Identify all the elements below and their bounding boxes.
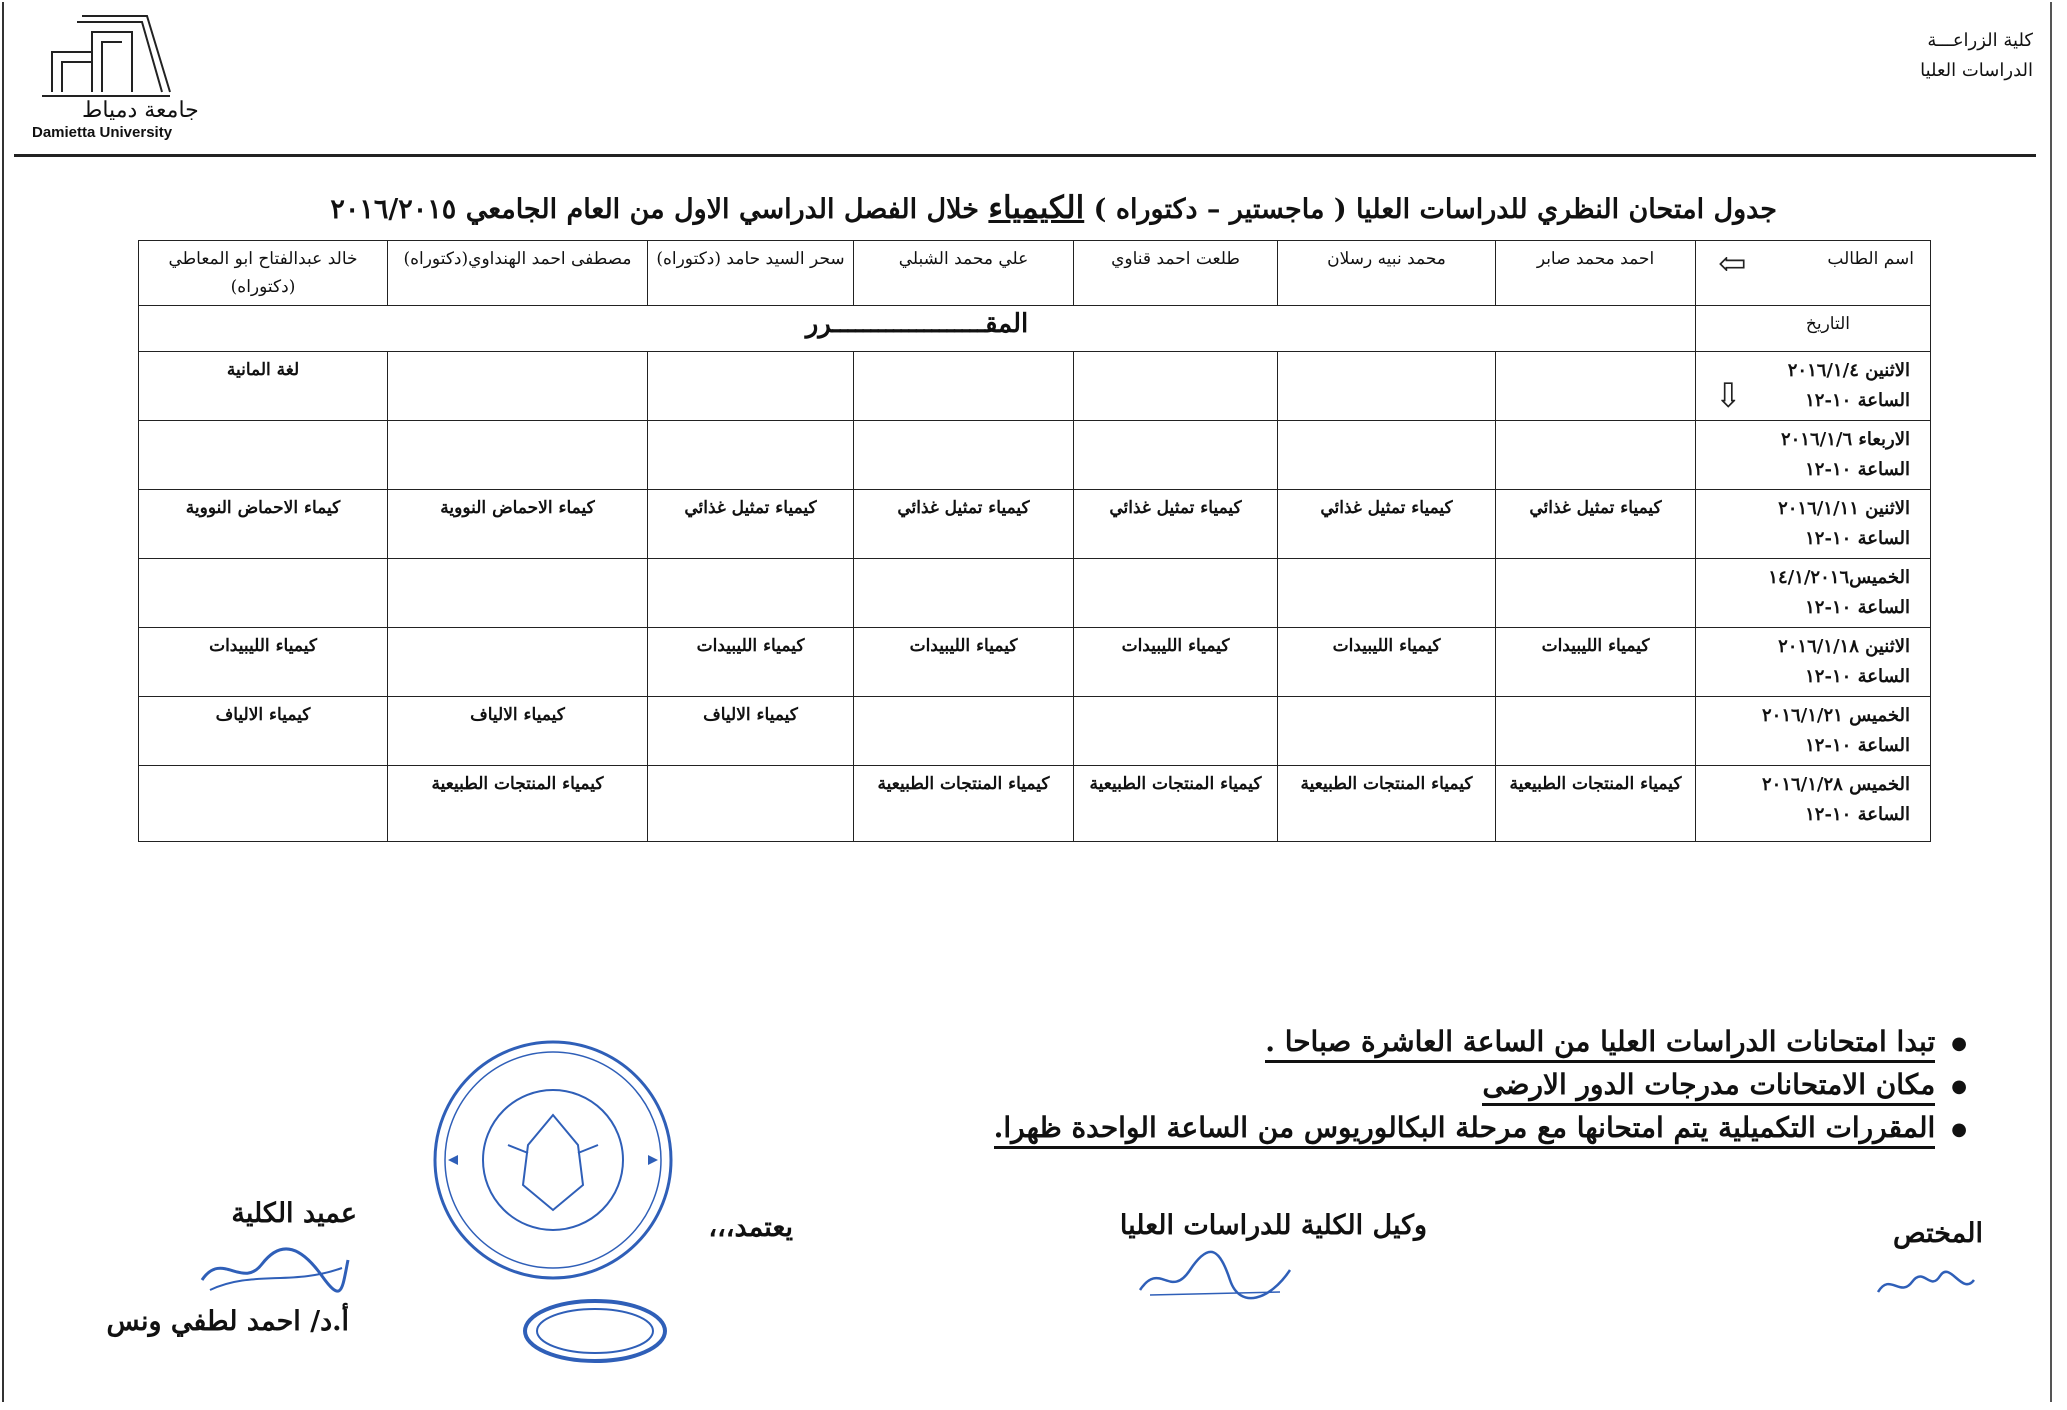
exam-cell: كيمياء الالياف (388, 697, 648, 766)
exam-cell (648, 421, 854, 490)
exam-cell: كيمياء تمثيل غذائي (1074, 490, 1278, 559)
university-logo (32, 12, 199, 141)
table-row (139, 559, 1931, 628)
exam-cell (854, 697, 1074, 766)
student-name: طلعت احمد قناوي (1074, 241, 1278, 306)
exam-cell (1278, 559, 1496, 628)
specialist-label: المختص (1893, 1218, 1983, 1249)
exam-cell: كيمياء الليبيدات (1278, 628, 1496, 697)
exam-cell (1074, 352, 1278, 421)
bullet-icon: ● (1951, 1076, 1967, 1097)
note-item (994, 1068, 1967, 1101)
exam-cell (1496, 559, 1696, 628)
dean-title: عميد الكلية (231, 1198, 357, 1229)
exam-schedule-table (138, 240, 1931, 842)
date-cell (1696, 559, 1931, 628)
exam-cell (1496, 697, 1696, 766)
exam-cell: كيمياء تمثيل غذائي (648, 490, 854, 559)
exam-cell (648, 352, 854, 421)
table-row (139, 628, 1931, 697)
title-part-2: خلال الفصل الدراسي الاول من العام الجامعي ٢٠١٦/٢٠١٥ (330, 194, 979, 225)
date-cell (1696, 697, 1931, 766)
date-day: الاربعاء ٢٠١٦/١/٦ (1780, 429, 1910, 450)
dean-name: أ.د/ احمد لطفي ونس (106, 1306, 349, 1337)
note-item (994, 1025, 1967, 1058)
exam-cell: لغة المانية (139, 352, 388, 421)
subject-header: المقــــــــــــــــــــرر (139, 306, 1696, 352)
date-time: الساعة ١٠-١٢ (1805, 597, 1910, 618)
subject-header-row (139, 306, 1931, 352)
logo-graphic-icon (32, 12, 172, 102)
exam-cell (139, 766, 388, 842)
table-row (139, 697, 1931, 766)
student-name: علي محمد الشبلي (854, 241, 1074, 306)
student-name: احمد محمد صابر (1496, 241, 1696, 306)
note-text: المقررات التكميلية يتم امتحانها مع مرحلة البكالوريوس من الساعة الواحدة ظهرا. (994, 1111, 1936, 1149)
date-day: الخميس ٢٠١٦/١/٢٨ (1762, 774, 1910, 795)
exam-cell (388, 559, 648, 628)
student-name: محمد نبيه رسلان (1278, 241, 1496, 306)
table-row (139, 490, 1931, 559)
exam-cell: كيمياء المنتجات الطبيعية (388, 766, 648, 842)
table-row (139, 766, 1931, 842)
date-time: الساعة ١٠-١٢ (1805, 735, 1910, 756)
date-time: الساعة ١٠-١٢ (1805, 666, 1910, 687)
exam-cell (1278, 352, 1496, 421)
header-divider (14, 154, 2036, 157)
bullet-icon: ● (1951, 1119, 1967, 1140)
exam-cell: كيمياء تمثيل غذائي (1278, 490, 1496, 559)
exam-cell: كيمياء تمثيل غذائي (854, 490, 1074, 559)
notes-list (994, 1025, 1967, 1154)
date-cell (1696, 490, 1931, 559)
document-title (330, 190, 1777, 226)
exam-cell: كيمياء تمثيل غذائي (1496, 490, 1696, 559)
table-row (139, 421, 1931, 490)
faculty-header (1920, 26, 2033, 86)
exam-cell: كيمياء الليبيدات (648, 628, 854, 697)
exam-cell: كيمياء المنتجات الطبيعية (1496, 766, 1696, 842)
vice-dean-label: وكيل الكلية للدراسات العليا (1119, 1210, 1427, 1241)
specialist-signature-icon (1870, 1262, 1980, 1306)
exam-cell (388, 421, 648, 490)
faculty-name: كلية الزراعـــة (1927, 30, 2033, 51)
date-time: الساعة ١٠-١٢ (1805, 459, 1910, 480)
note-item (994, 1111, 1967, 1144)
number-stamp-icon (520, 1295, 670, 1367)
title-subject: الكيمياء (988, 190, 1085, 226)
student-label: اسم الطالب (1827, 249, 1914, 269)
exam-cell (388, 628, 648, 697)
header-row (139, 241, 1931, 306)
date-day: الاثنين ٢٠١٦/١/١١ (1778, 498, 1910, 519)
exam-cell (1496, 352, 1696, 421)
arrow-left-icon: ⇦ (1718, 244, 1747, 284)
logo-english-text: Damietta University (32, 124, 173, 141)
student-name: خالد عبدالفتاح ابو المعاطي (دكتوراه) (139, 241, 388, 306)
exam-cell: كيمياء المنتجات الطبيعية (1278, 766, 1496, 842)
exam-cell (1278, 697, 1496, 766)
exam-cell (648, 766, 854, 842)
exam-cell: كيمياء المنتجات الطبيعية (854, 766, 1074, 842)
arrow-down-icon: ⇩ (1714, 376, 1743, 416)
title-part-1: جدول امتحان النظري للدراسات العليا ( ماجستير – دكتوراه ) (1093, 194, 1777, 225)
date-time: الساعة ١٠-١٢ (1805, 390, 1910, 411)
exam-cell: كيمياء الليبيدات (854, 628, 1074, 697)
department-name: الدراسات العليا (1920, 60, 2033, 81)
date-day: الخميس١٤/١/٢٠١٦ (1768, 567, 1910, 588)
exam-cell (854, 352, 1074, 421)
exam-cell (388, 352, 648, 421)
logo-arabic-text: جامعة دمياط (82, 98, 199, 123)
exam-cell: كيماء الاحماض النووية (139, 490, 388, 559)
date-cell (1696, 628, 1931, 697)
date-day: الخميس ٢٠١٦/١/٢١ (1762, 705, 1910, 726)
date-label: التاريخ (1805, 314, 1850, 334)
exam-cell: كيمياء الالياف (139, 697, 388, 766)
note-text: تبدا امتحانات الدراسات العليا من الساعة العاشرة صباحا . (1265, 1025, 1935, 1063)
bullet-icon: ● (1951, 1033, 1967, 1054)
date-day: الاثنين ٢٠١٦/١/١٨ (1778, 636, 1910, 657)
date-day: الاثنين ٢٠١٦/١/٤ (1787, 360, 1910, 381)
exam-cell (648, 559, 854, 628)
faculty-seal-icon (428, 1035, 678, 1285)
note-text: مكان الامتحانات مدرجات الدور الارضى (1482, 1068, 1935, 1106)
exam-cell (854, 421, 1074, 490)
exam-cell: كيمياء المنتجات الطبيعية (1074, 766, 1278, 842)
date-cell (1696, 421, 1931, 490)
date-time: الساعة ١٠-١٢ (1805, 804, 1910, 825)
vice-dean-signature-icon (1130, 1240, 1300, 1304)
exam-cell: كيمياء الليبيدات (1496, 628, 1696, 697)
student-name: سحر السيد حامد (دكتوراه) (648, 241, 854, 306)
exam-cell (1074, 697, 1278, 766)
table-row (139, 352, 1931, 421)
student-label-cell (1696, 241, 1931, 306)
exam-cell: كيمياء الليبيدات (139, 628, 388, 697)
student-name: مصطفى احمد الهنداوي(دكتوراه) (388, 241, 648, 306)
exam-cell: كيمياء الليبيدات (1074, 628, 1278, 697)
approved-label: يعتمد،،، (708, 1212, 793, 1243)
exam-cell (139, 421, 388, 490)
dean-signature-icon (192, 1240, 352, 1304)
exam-cell (1496, 421, 1696, 490)
exam-cell (1074, 559, 1278, 628)
exam-cell (1278, 421, 1496, 490)
exam-cell: كيماء الاحماض النووية (388, 490, 648, 559)
exam-cell (139, 559, 388, 628)
date-cell (1696, 766, 1931, 842)
exam-cell (1074, 421, 1278, 490)
exam-cell (854, 559, 1074, 628)
date-time: الساعة ١٠-١٢ (1805, 528, 1910, 549)
exam-cell: كيمياء الالياف (648, 697, 854, 766)
